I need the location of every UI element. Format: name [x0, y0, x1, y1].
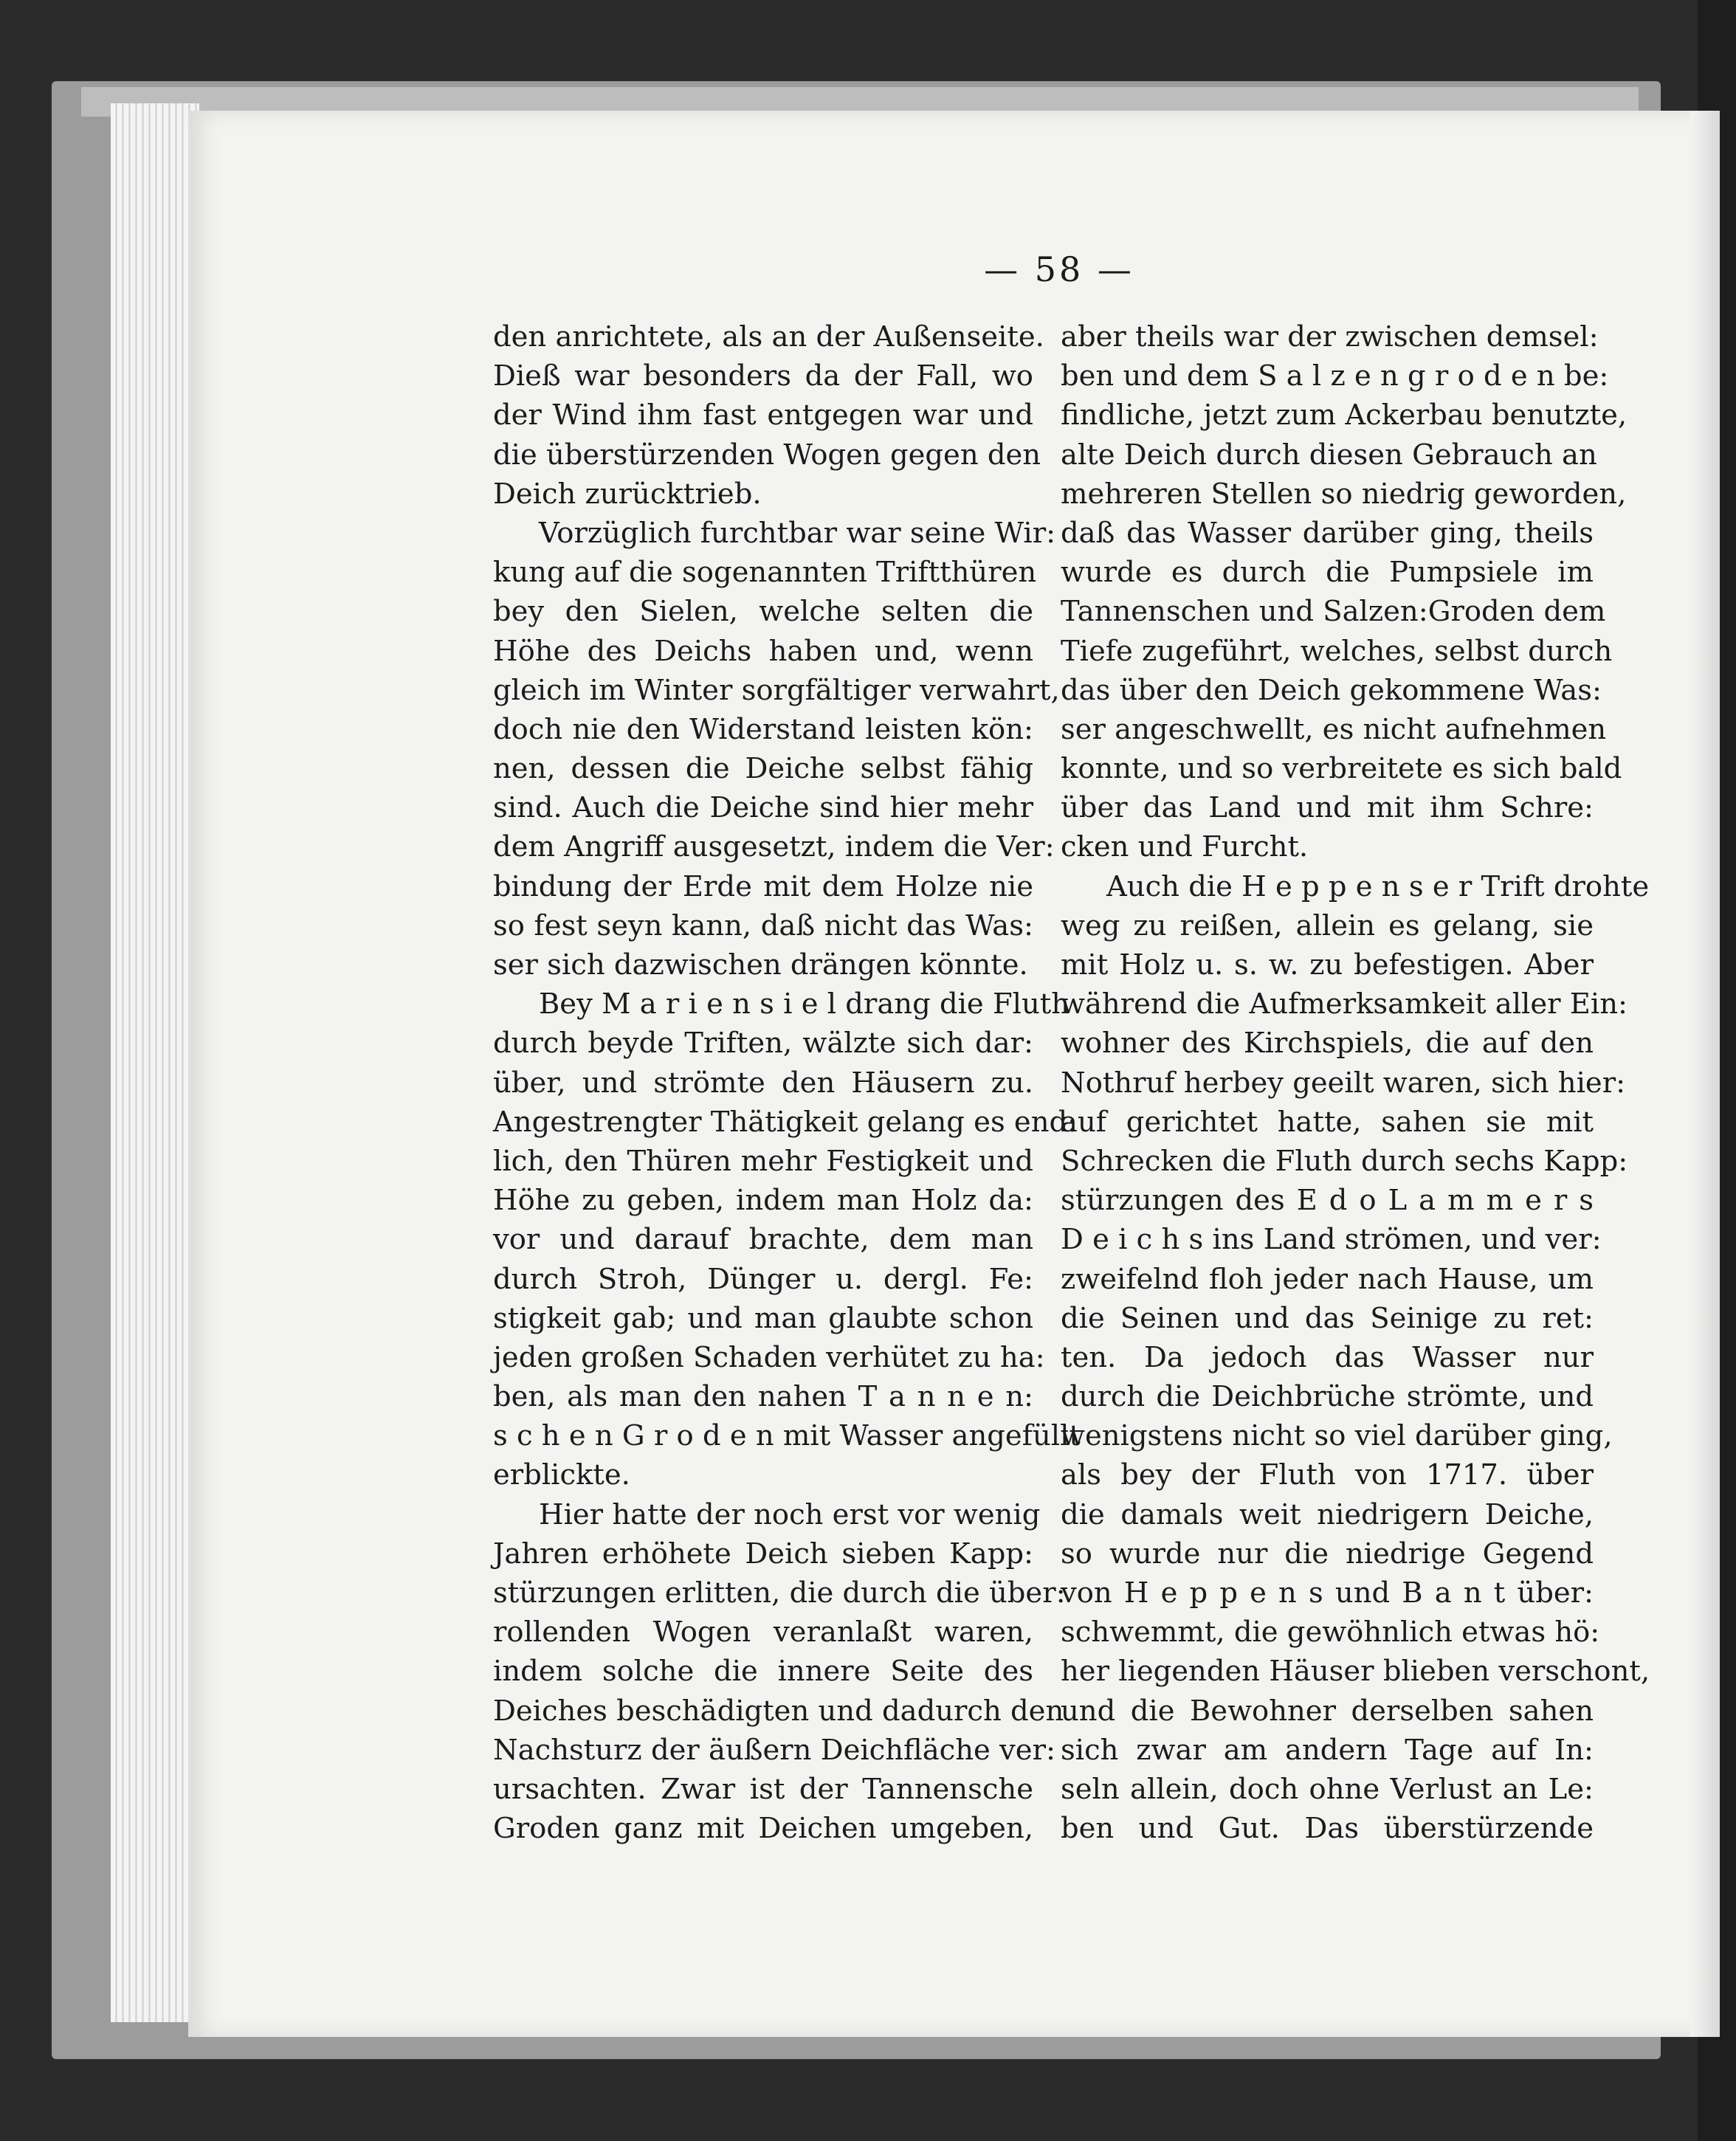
- left-column: [493, 317, 1081, 1848]
- text-line: lich, den Thüren mehr Festigkeit und: [493, 1144, 1033, 1178]
- right-column: [1061, 317, 1650, 1848]
- text-line: ten. Da jedoch das Wasser nur: [1061, 1340, 1594, 1374]
- text-line: alte Deich durch diesen Gebrauch an: [1061, 438, 1597, 472]
- page-number: — 58 —: [984, 249, 1134, 289]
- text-line: so fest seyn kann, daß nicht das Was:: [493, 909, 1033, 942]
- text-line: wenigstens nicht so viel darüber ging,: [1061, 1419, 1613, 1453]
- text-line: ser angeschwellt, es nicht aufnehmen: [1061, 712, 1607, 746]
- text-line: Tiefe zugeführt, welches, selbst durch: [1061, 634, 1613, 668]
- text-line: der Wind ihm fast entgegen war und: [493, 399, 1033, 432]
- text-line: mit Holz u. s. w. zu befestigen. Aber: [1061, 948, 1594, 982]
- text-line: stigkeit gab; und man glaubte schon: [493, 1301, 1033, 1335]
- text-line: stürzungen erlitten, die durch die über:: [493, 1576, 1066, 1610]
- text-line: Auch die H e p p e n s e r Trift drohte: [1106, 869, 1650, 903]
- text-line: vor und darauf brachte, dem man: [493, 1223, 1033, 1257]
- text-line: das über den Deich gekommene Was:: [1061, 673, 1602, 707]
- text-line: indem solche die innere Seite des: [493, 1655, 1033, 1689]
- text-line: Jahren erhöhete Deich sieben Kapp:: [493, 1537, 1033, 1571]
- text-line: cken und Furcht.: [1061, 830, 1309, 864]
- text-line: gleich im Winter sorgfältiger verwahrt,: [493, 673, 1060, 707]
- text-line: konnte, und so verbreitete es sich bald: [1061, 752, 1622, 786]
- page-curl: [1690, 111, 1720, 2037]
- text-line: bindung der Erde mit dem Holze nie: [493, 869, 1033, 903]
- text-line: Vorzüglich furchtbar war seine Wir:: [539, 516, 1056, 550]
- text-line: Deich zurücktrieb.: [493, 477, 762, 511]
- text-line: Angestrengter Thätigkeit gelang es end:: [493, 1105, 1078, 1139]
- text-line: stürzungen des E d o L a m m e r s: [1061, 1184, 1594, 1218]
- text-line: die damals weit niedrigern Deiche,: [1061, 1497, 1594, 1531]
- text-line: Dieß war besonders da der Fall, wo: [493, 359, 1033, 393]
- text-line: Nachsturz der äußern Deichfläche ver:: [493, 1733, 1055, 1767]
- text-line: s c h e n G r o d e n mit Wasser angefüllt: [493, 1419, 1081, 1453]
- text-line: Hier hatte der noch erst vor wenig: [539, 1497, 1041, 1531]
- text-line: Schrecken die Fluth durch sechs Kapp:: [1061, 1144, 1628, 1178]
- text-line: wohner des Kirchspiels, die auf den: [1061, 1027, 1594, 1061]
- text-line: schwemmt, die gewöhnlich etwas hö:: [1061, 1616, 1600, 1649]
- text-line: ser sich dazwischen drängen könnte.: [493, 948, 1028, 982]
- text-line: so wurde nur die niedrige Gegend: [1061, 1537, 1594, 1571]
- text-line: daß das Wasser darüber ging, theils: [1061, 516, 1594, 550]
- text-line: während die Aufmerksamkeit aller Ein:: [1061, 987, 1628, 1021]
- text-line: auf gerichtet hatte, sahen sie mit: [1061, 1105, 1594, 1139]
- text-line: die überstürzenden Wogen gegen den: [493, 438, 1041, 472]
- text-line: ursachten. Zwar ist der Tannensche: [493, 1772, 1033, 1806]
- text-line: als bey der Fluth von 1717. über: [1061, 1458, 1594, 1492]
- text-line: die Seinen und das Seinige zu ret:: [1061, 1301, 1594, 1335]
- text-line: Groden ganz mit Deichen umgeben,: [493, 1812, 1033, 1846]
- text-line: zweifelnd floh jeder nach Hause, um: [1061, 1262, 1594, 1296]
- text-line: ben und dem S a l z e n g r o d e n be:: [1061, 359, 1609, 393]
- text-line: D e i c h s ins Land strömen, und ver:: [1061, 1223, 1602, 1257]
- text-line: bey den Sielen, welche selten die: [493, 595, 1033, 629]
- text-line: jeden großen Schaden verhütet zu ha:: [493, 1340, 1045, 1374]
- text-line: von H e p p e n s und B a n t über:: [1061, 1576, 1594, 1610]
- page-edges: [111, 103, 199, 2022]
- text-line: findliche, jetzt zum Ackerbau benutzte,: [1061, 399, 1628, 432]
- text-line: ben, als man den nahen T a n n e n:: [493, 1380, 1033, 1414]
- text-line: durch die Deichbrüche strömte, und: [1061, 1380, 1594, 1414]
- text-line: dem Angriff ausgesetzt, indem die Ver:: [493, 830, 1055, 864]
- text-line: mehreren Stellen so niedrig geworden,: [1061, 477, 1627, 511]
- text-line: Tannenschen und Salzen:Groden dem: [1061, 595, 1606, 629]
- text-line: über, und strömte den Häusern zu.: [493, 1066, 1033, 1100]
- text-line: Deiches beschädigten und dadurch den: [493, 1694, 1064, 1728]
- text-line: durch beyde Triften, wälzte sich dar:: [493, 1027, 1033, 1061]
- text-line: durch Stroh, Dünger u. dergl. Fe:: [493, 1262, 1033, 1296]
- text-line: seln allein, doch ohne Verlust an Le:: [1061, 1772, 1594, 1806]
- text-line: ben und Gut. Das überstürzende: [1061, 1812, 1594, 1846]
- text-line: erblickte.: [493, 1458, 630, 1492]
- text-line: sich zwar am andern Tage auf In:: [1061, 1733, 1594, 1767]
- text-line: Höhe des Deichs haben und, wenn: [493, 634, 1033, 668]
- text-line: weg zu reißen, allein es gelang, sie: [1061, 909, 1594, 942]
- text-line: her liegenden Häuser blieben verschont,: [1061, 1655, 1650, 1689]
- text-line: doch nie den Widerstand leisten kön:: [493, 712, 1033, 746]
- text-line: Nothruf herbey geeilt waren, sich hier:: [1061, 1066, 1626, 1100]
- text-line: kung auf die sogenannten Triftthüren: [493, 556, 1037, 590]
- text-line: Höhe zu geben, indem man Holz da:: [493, 1184, 1033, 1218]
- text-line: und die Bewohner derselben sahen: [1061, 1694, 1594, 1728]
- text-line: aber theils war der zwischen demsel:: [1061, 320, 1599, 354]
- text-line: den anrichtete, als an der Außenseite.: [493, 320, 1044, 354]
- text-line: wurde es durch die Pumpsiele im: [1061, 556, 1594, 590]
- text-line: nen, dessen die Deiche selbst fähig: [493, 752, 1033, 786]
- text-line: rollenden Wogen veranlaßt waren,: [493, 1616, 1033, 1649]
- text-line: über das Land und mit ihm Schre:: [1061, 791, 1594, 825]
- text-line: Bey M a r i e n s i e l drang die Fluth: [539, 987, 1070, 1021]
- text-line: sind. Auch die Deiche sind hier mehr: [493, 791, 1033, 825]
